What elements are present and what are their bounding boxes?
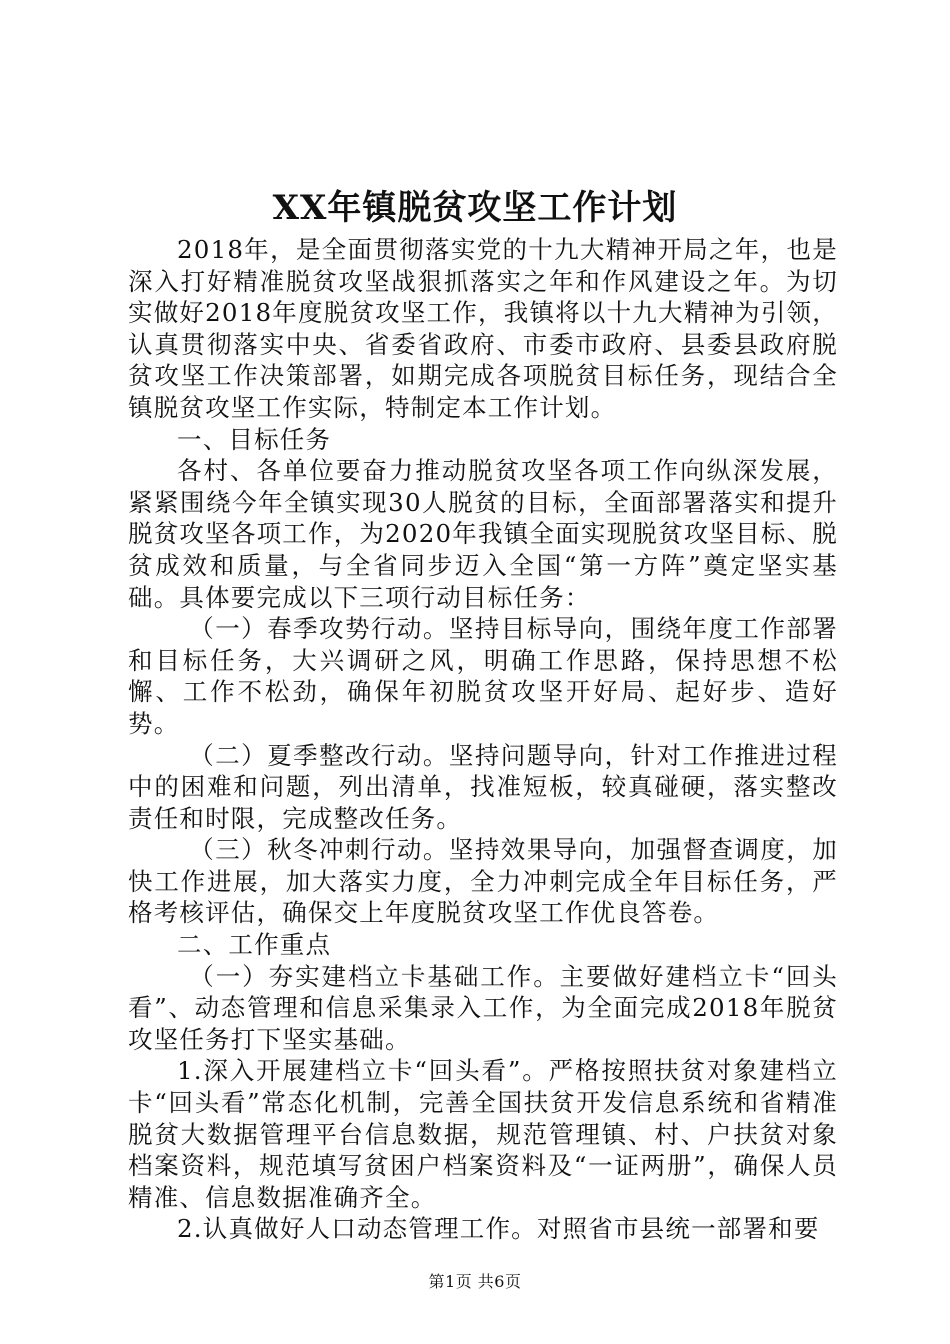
page-footer: 第1页 共6页 xyxy=(428,1272,522,1291)
document-body xyxy=(128,234,838,1245)
goal-item-autumn-winter: （三）秋冬冲刺行动。坚持效果导向，加强督查调度，加快工作进展，加大落实力度，全力冲刺完成全年目标任务，严格考核评估，确保交上年度脱贫攻坚工作优良答卷。 xyxy=(128,835,838,928)
goal-item-summer: （二）夏季整改行动。坚持问题导向，针对工作推进过程中的困难和问题，列出清单，找准短板，较真碰硬，落实整改责任和时限，完成整改任务。 xyxy=(128,740,838,833)
focus-item-1: （一）夯实建档立卡基础工作。主要做好建档立卡“回头看”、动态管理和信息采集录入工作，为全面完成2018年脱贫攻坚任务打下坚实基础。 xyxy=(128,961,838,1054)
document-title: XX年镇脱贫攻坚工作计划 xyxy=(272,188,678,228)
section-heading-focus: 二、工作重点 xyxy=(177,930,332,960)
goals-paragraph: 各村、各单位要奋力推动脱贫攻坚各项工作向纵深发展，紧紧围绕今年全镇实现30人脱贫的目标，全面部署落实和提升脱贫攻坚各项工作，为2020年我镇全面实现脱贫攻坚目标、脱贫成效和质量，与全省同步迈入全国“第一方阵”奠定坚实基础。具体要完成以下三项行动目标任务： xyxy=(128,456,838,612)
focus-subitem-1: 1.深入开展建档立卡“回头看”。严格按照扶贫对象建档立卡“回头看”常态化机制，完善全国扶贫开发信息系统和省精准脱贫大数据管理平台信息数据，规范管理镇、村、户扶贫对象档案资料，规范填写贫困户档案资料及“一证两册”，确保人员精准、信息数据准确齐全。 xyxy=(128,1056,838,1212)
goal-item-spring: （一）春季攻势行动。坚持目标导向，围绕年度工作部署和目标任务，大兴调研之风，明确工作思路，保持思想不松懈、工作不松劲，确保年初脱贫攻坚开好局、起好步、造好势。 xyxy=(128,614,838,738)
section-heading-goals: 一、目标任务 xyxy=(177,424,332,454)
focus-subitem-2: 2.认真做好人口动态管理工作。对照省市县统一部署和要 xyxy=(177,1214,820,1244)
intro-paragraph: 2018年，是全面贯彻落实党的十九大精神开局之年，也是深入打好精准脱贫攻坚战狠抓落实之年和作风建设之年。为切实做好2018年度脱贫攻坚工作，我镇将以十九大精神为引领，认真贯彻落实中央、省委省政府、市委市政府、县委县政府脱贫攻坚工作决策部署，如期完成各项脱贫目标任务，现结合全镇脱贫攻坚工作实际，特制定本工作计划。 xyxy=(128,235,838,422)
